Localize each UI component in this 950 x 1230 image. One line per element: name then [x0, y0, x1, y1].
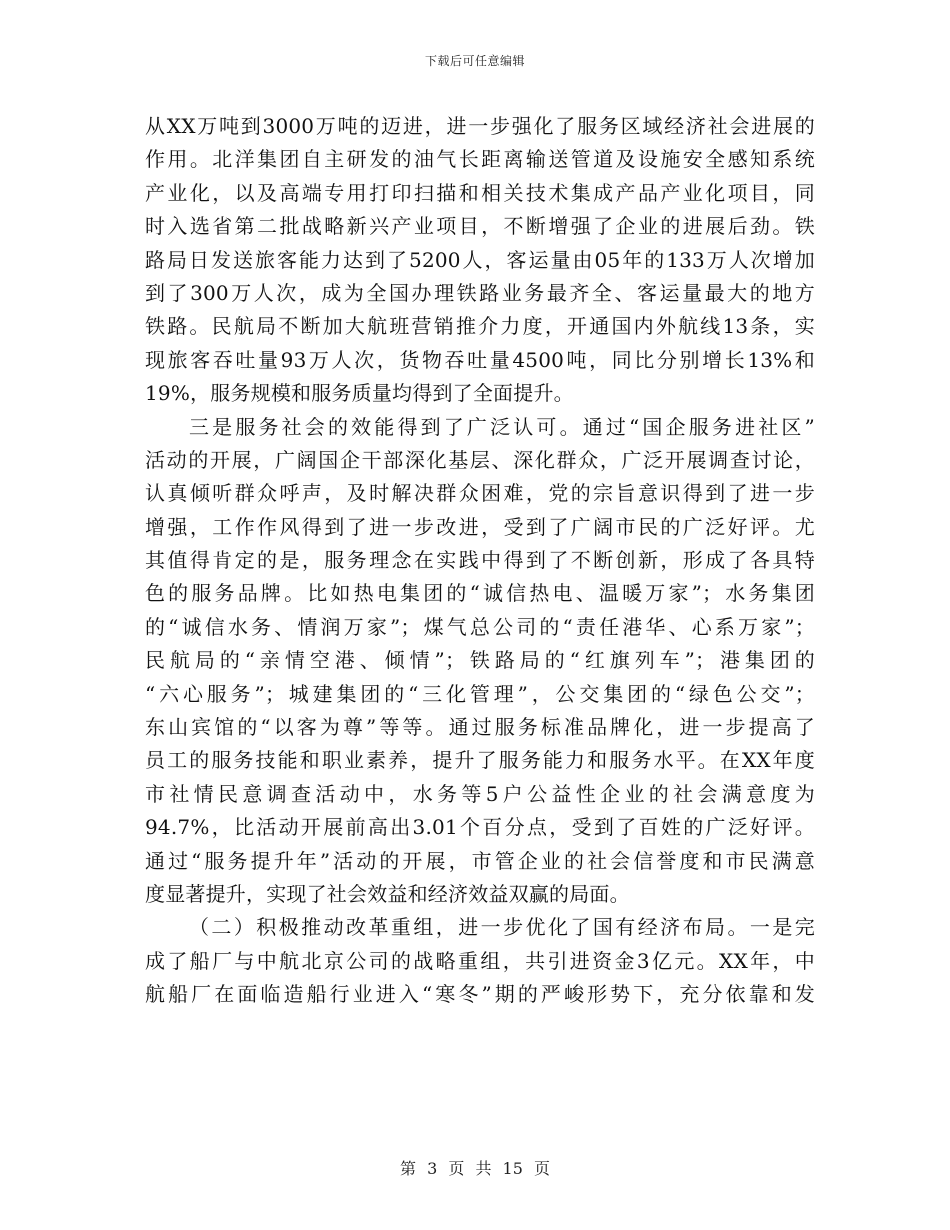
text-line: 其值得肯定的是，服务理念在实践中得到了不断创新，形成了各具特 — [145, 548, 815, 573]
text-line: 员工的服务技能和职业素养，提升了服务能力和服务水平。在XX年度 — [145, 748, 815, 773]
paragraph-start-line: 三是服务社会的效能得到了广泛认可。通过“国企服务进社区” — [189, 414, 815, 439]
page-header: 下载后可任意编辑 — [424, 54, 525, 68]
text-line: 路局日发送旅客能力达到了5200人，客运量由05年的133万人次增加 — [145, 247, 815, 272]
text-line: 活动的开展，广阔国企干部深化基层、深化群众，广泛开展调查讨论， — [145, 447, 815, 472]
text-line: 增强，工作作风得到了进一步改进，受到了广阔市民的广泛好评。尤 — [145, 514, 815, 539]
text-line: 成了船厂与中航北京公司的战略重组，共引进资金3亿元。XX年，中 — [145, 948, 815, 973]
text-line: 民航局的“亲情空港、倾情”；铁路局的“红旗列车”；港集团的 — [145, 648, 815, 673]
text-line: 现旅客吞吐量93万人次，货物吞吐量4500吨，同比分别增长13%和 — [145, 347, 815, 372]
text-line: 从XX万吨到3000万吨的迈进，进一步强化了服务区域经济社会进展的 — [145, 114, 815, 138]
text-line: 产业化，以及高端专用打印扫描和相关技术集成产品产业化项目，同 — [145, 180, 815, 205]
text-line: 的“诚信水务、情润万家”；煤气总公司的“责任港华、心系万家”； — [145, 614, 815, 639]
text-line: 通过“服务提升年”活动的开展，市管企业的社会信誉度和市民满意 — [145, 848, 815, 873]
text-line: 94.7%，比活动开展前高出3.01个百分点，受到了百姓的广泛好评。 — [145, 815, 815, 840]
body-text — [145, 110, 815, 1012]
paragraph-start-line: （二）积极推动改革重组，进一步优化了国有经济布局。一是完 — [189, 915, 815, 940]
text-line: 色的服务品牌。比如热电集团的“诚信热电、温暖万家”；水务集团 — [145, 581, 815, 606]
text-line: 到了300万人次，成为全国办理铁路业务最齐全、客运量最大的地方 — [145, 280, 815, 305]
text-line: 市社情民意调查活动中，水务等5户公益性企业的社会满意度为 — [145, 781, 815, 806]
text-line: 19%，服务规模和服务质量均得到了全面提升。 — [145, 381, 574, 406]
page-footer: 第 3 页 共 15 页 — [400, 1159, 550, 1178]
text-line: 度显著提升，实现了社会效益和经济效益双赢的局面。 — [145, 881, 630, 906]
text-line: 时入选省第二批战略新兴产业项目，不断增强了企业的进展后劲。铁 — [145, 214, 815, 239]
text-line: “六心服务”；城建集团的“三化管理”，公交集团的“绿色公交”； — [145, 681, 815, 706]
text-line: 铁路。民航局不断加大航班营销推介力度，开通国内外航线13条，实 — [145, 314, 815, 339]
text-line: 认真倾听群众呼声，及时解决群众困难，党的宗旨意识得到了进一步 — [145, 481, 815, 506]
text-line: 东山宾馆的“以客为尊”等等。通过服务标准品牌化，进一步提高了 — [145, 715, 815, 740]
text-line: 航船厂在面临造船行业进入“寒冬”期的严峻形势下，充分依靠和发 — [145, 982, 815, 1007]
text-line: 作用。北洋集团自主研发的油气长距离输送管道及设施安全感知系统 — [145, 147, 815, 172]
